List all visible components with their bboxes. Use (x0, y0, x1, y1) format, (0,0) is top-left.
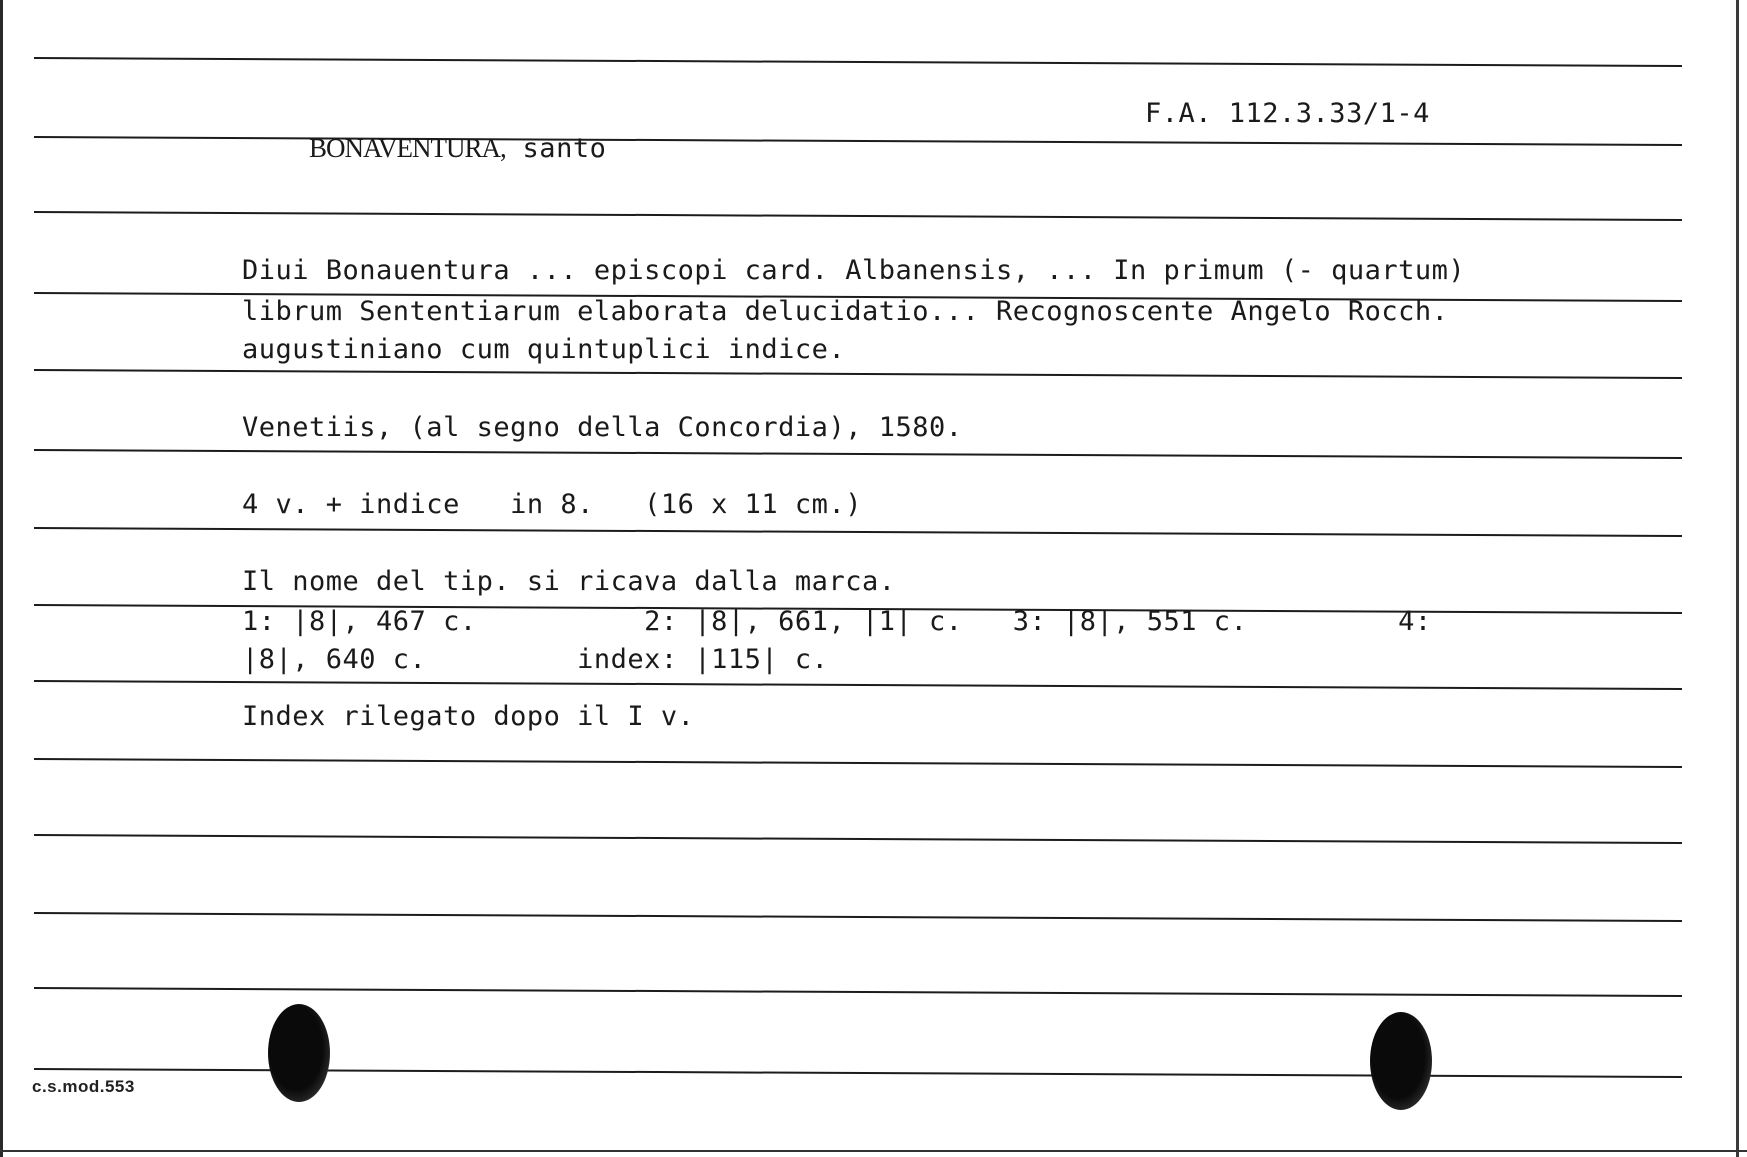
ruled-line (34, 211, 1682, 221)
author-name: BONAVENTURA, (309, 133, 506, 163)
ruled-line (34, 369, 1682, 379)
binding-note: Index rilegato dopo il I v. (242, 701, 695, 732)
collation: 4 v. + indice in 8. (16 x 11 cm.) (242, 489, 862, 520)
ruled-line (34, 527, 1682, 537)
note-line-3: |8|, 640 c. index: |115| c. (242, 644, 829, 675)
punch-hole-right (1370, 1012, 1432, 1110)
title-line-3: augustiniano cum quintuplici indice. (242, 334, 846, 365)
ruled-line (34, 449, 1682, 459)
punch-hole-left (268, 1004, 330, 1102)
imprint: Venetiis, (al segno della Concordia), 1580. (242, 412, 963, 443)
shelfmark: F.A. 112.3.33/1-4 (1145, 98, 1430, 129)
card-right-edge (1736, 0, 1739, 1157)
ruled-line (34, 57, 1682, 67)
card-left-edge (0, 0, 3, 1157)
card-bottom-edge (0, 1150, 1747, 1152)
form-code: c.s.mod.553 (32, 1077, 135, 1096)
note-line-1: Il nome del tip. si ricava dalla marca. (242, 566, 896, 597)
ruled-line (34, 680, 1682, 690)
ruled-line (34, 834, 1682, 844)
note-line-2: 1: |8|, 467 c. 2: |8|, 661, |1| c. 3: |8|, 551 c. 4: (242, 606, 1432, 637)
title-line-1: Diui Bonauentura ... episcopi card. Albanensis, ... In primum (- quartum) (242, 255, 1466, 286)
ruled-line (34, 912, 1682, 922)
ruled-line (34, 758, 1682, 768)
card-heading (242, 97, 606, 200)
title-line-2: librum Sententiarum elaborata delucidatio... Recognoscente Angelo Rocch. (242, 296, 1449, 327)
author-qualifier: santo (505, 133, 607, 164)
ruled-line (34, 987, 1682, 997)
